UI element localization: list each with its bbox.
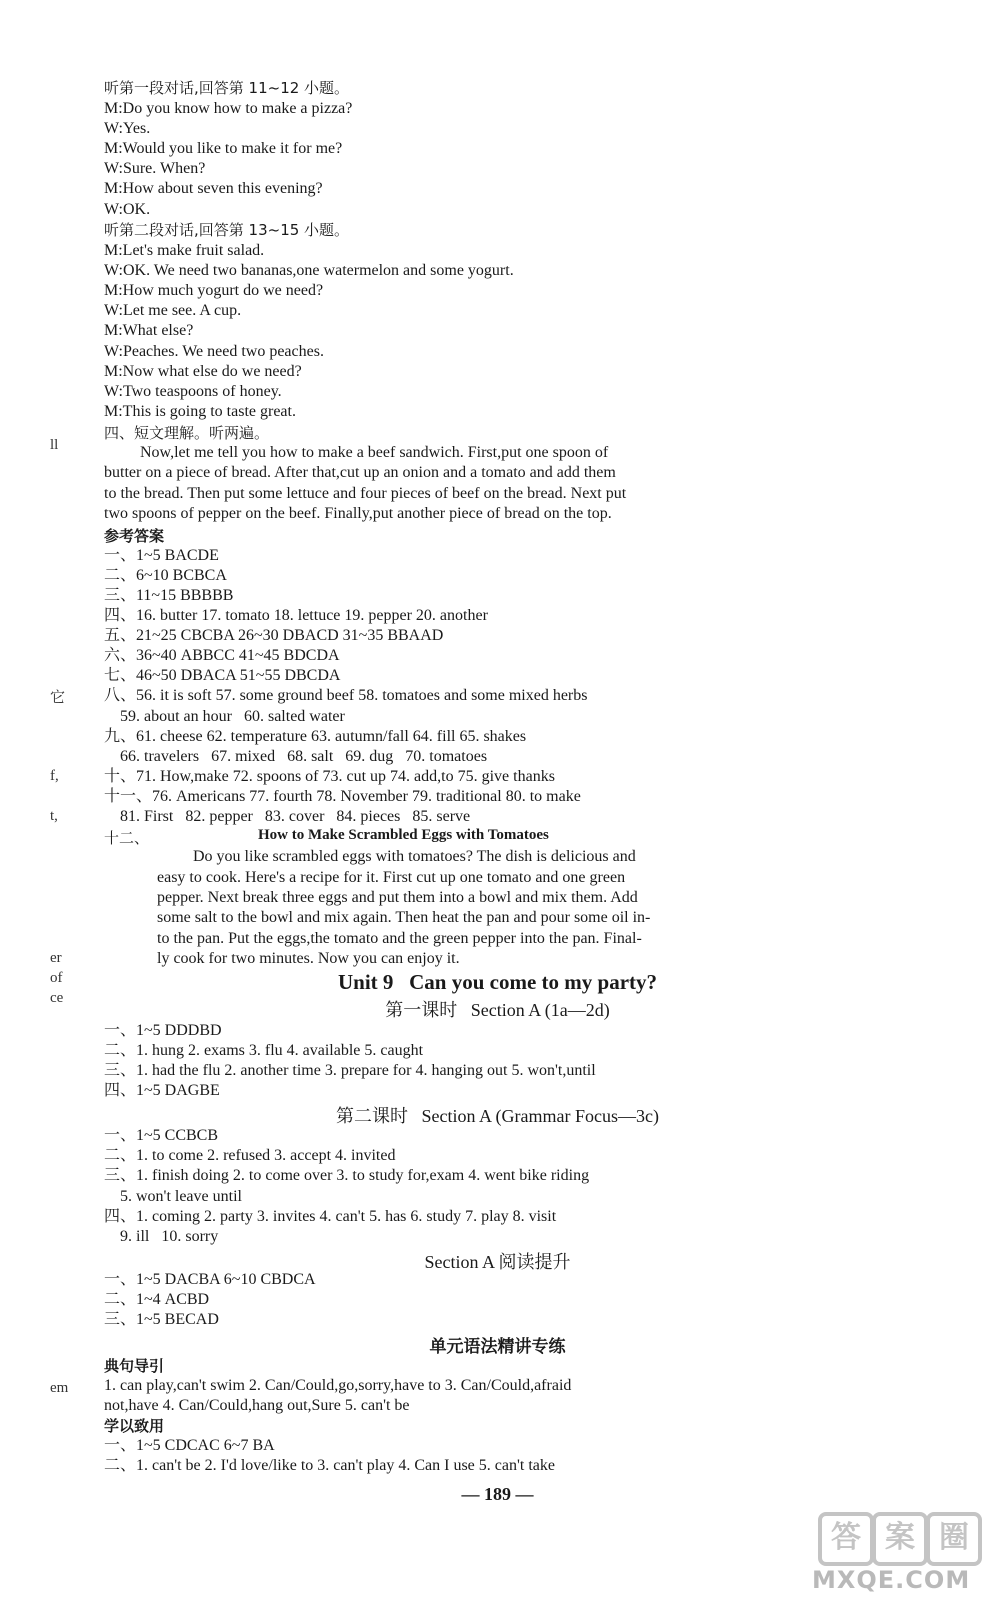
dialog-line: M:How about seven this evening? [104, 180, 323, 197]
answer-line: 八、56. it is soft 57. some ground beef 58. tomatoes and some mixed herbs [104, 687, 588, 704]
answer-line: 81. First 82. pepper 83. cover 84. pieces 85. serve [104, 808, 471, 825]
dialog-line: M:How much yogurt do we need? [104, 282, 324, 299]
answer-line: 一、1~5 CCBCB [104, 1127, 219, 1144]
dialog-line: M:Now what else do we need? [104, 363, 302, 380]
margin-fragment: of [50, 970, 63, 986]
margin-fragment: ll [50, 437, 59, 453]
watermark-char: 案 [872, 1512, 928, 1566]
answer-line: 一、1~5 CDCAC 6~7 BA [104, 1437, 275, 1454]
watermark-url: MXQE.COM [812, 1566, 971, 1594]
passage-line: to the bread. Then put some lettuce and four pieces of beef on the bread. Next put [104, 485, 627, 502]
dialog-line: W:OK. [104, 201, 151, 218]
answer-line: 一、1~5 BACDE [104, 547, 219, 564]
answer-line: 六、36~40 ABBCC 41~45 BDCDA [104, 647, 340, 664]
dialog-line: W:Let me see. A cup. [104, 302, 242, 319]
answer-line: not,have 4. Can/Could,hang out,Sure 5. can't be [104, 1397, 410, 1414]
lesson2-title: 第二课时 Section A (Grammar Focus—3c) [336, 1106, 659, 1126]
dialog-line: W:OK. We need two bananas,one watermelon and some yogurt. [104, 262, 514, 279]
answer-line: 三、1~5 BECAD [104, 1311, 219, 1328]
answer-line: 二、1. hung 2. exams 3. flu 4. available 5. caught [104, 1042, 424, 1059]
answer-line: 9. ill 10. sorry [104, 1228, 219, 1245]
sub1-title: 典句导引 [104, 1357, 165, 1375]
answer-line: 二、6~10 BCBCA [104, 567, 227, 584]
passage-line: two spoons of pepper on the beef. Finally,put another piece of bread on the top. [104, 505, 612, 522]
passage-line: Now,let me tell you how to make a beef sandwich. First,put one spoon of [140, 444, 609, 461]
answers-header: 参考答案 [104, 527, 165, 545]
answer-line: 二、1~4 ACBD [104, 1291, 210, 1308]
essay-line: to the pan. Put the eggs,the tomato and the green pepper into the pan. Final- [157, 930, 642, 947]
essay-label: 十二、 [104, 829, 150, 847]
section4-header: 四、短文理解。听两遍。 [104, 424, 270, 442]
watermark-char: 答 [818, 1512, 874, 1566]
answer-line: 三、1. finish doing 2. to come over 3. to study for,exam 4. went bike riding [104, 1167, 590, 1184]
dialog-line: M:Let's make fruit salad. [104, 242, 265, 259]
answer-line: 五、21~25 CBCBA 26~30 DBACD 31~35 BBAAD [104, 627, 444, 644]
dialog-line: W:Yes. [104, 120, 151, 137]
answer-line: 5. won't leave until [104, 1188, 242, 1205]
answer-line: 四、1~5 DAGBE [104, 1082, 220, 1099]
dialog-line: W:Peaches. We need two peaches. [104, 343, 324, 360]
answer-line: 十、71. How,make 72. spoons of 73. cut up 74. add,to 75. give thanks [104, 768, 555, 785]
dialog1-header: 听第一段对话,回答第 11~12 小题。 [104, 79, 350, 97]
margin-fragment: t, [50, 808, 58, 824]
essay-line: Do you like scrambled eggs with tomatoes? The dish is delicious and [193, 848, 636, 865]
dialog2-header: 听第二段对话,回答第 13~15 小题。 [104, 221, 350, 239]
answer-line: 59. about an hour 60. salted water [104, 708, 345, 725]
grammar-title: 单元语法精讲专练 [429, 1337, 566, 1357]
essay-line: pepper. Next break three eggs and put them into a bowl and mix them. Add [157, 889, 638, 906]
answer-line: 九、61. cheese 62. temperature 63. autumn/fall 64. fill 65. shakes [104, 728, 527, 745]
margin-fragment: 它 [50, 688, 66, 706]
watermark-char: 圈 [926, 1512, 982, 1566]
unit-title: Unit 9 Can you come to my party? [337, 970, 658, 994]
answer-line: 一、1~5 DDDBD [104, 1022, 222, 1039]
essay-line: ly cook for two minutes. Now you can enjoy it. [157, 950, 460, 967]
lesson1-title: 第一课时 Section A (1a—2d) [385, 1000, 610, 1020]
dialog-line: M:Do you know how to make a pizza? [104, 100, 353, 117]
passage-line: butter on a piece of bread. After that,cut up an onion and a tomato and add them [104, 464, 616, 481]
dialog-line: W:Two teaspoons of honey. [104, 383, 282, 400]
margin-fragment: f, [50, 768, 59, 784]
dialog-line: M:Would you like to make it for me? [104, 140, 343, 157]
margin-fragment: er [50, 950, 62, 966]
essay-title: How to Make Scrambled Eggs with Tomatoes [258, 827, 549, 843]
answer-line: 二、1. can't be 2. I'd love/like to 3. can't play 4. Can I use 5. can't take [104, 1457, 555, 1474]
answer-line: 三、1. had the flu 2. another time 3. prepare for 4. hanging out 5. won't,until [104, 1062, 596, 1079]
essay-line: easy to cook. Here's a recipe for it. First cut up one tomato and one green [157, 869, 626, 886]
essay-line: some salt to the bowl and mix again. Then heat the pan and pour some oil in- [157, 909, 651, 926]
dialog-line: M:This is going to taste great. [104, 403, 296, 420]
answer-line: 66. travelers 67. mixed 68. salt 69. dug 70. tomatoes [104, 748, 488, 765]
answer-line: 十一、76. Americans 77. fourth 78. November 79. traditional 80. to make [104, 788, 581, 805]
dialog-line: M:What else? [104, 322, 194, 339]
margin-fragment: ce [50, 990, 64, 1006]
sub2-title: 学以致用 [104, 1417, 165, 1435]
answer-line: 三、11~15 BBBBB [104, 587, 234, 604]
reading-title: Section A 阅读提升 [424, 1252, 571, 1272]
answer-line: 1. can play,can't swim 2. Can/Could,go,sorry,have to 3. Can/Could,afraid [104, 1377, 572, 1394]
page-number: — 189 — [461, 1484, 534, 1504]
answer-line: 四、16. butter 17. tomato 18. lettuce 19. pepper 20. another [104, 607, 488, 624]
answer-line: 二、1. to come 2. refused 3. accept 4. invited [104, 1147, 396, 1164]
answer-line: 七、46~50 DBACA 51~55 DBCDA [104, 667, 341, 684]
margin-fragment: em [50, 1380, 69, 1396]
answer-line: 一、1~5 DACBA 6~10 CBDCA [104, 1271, 316, 1288]
answer-line: 四、1. coming 2. party 3. invites 4. can't 5. has 6. study 7. play 8. visit [104, 1208, 557, 1225]
dialog-line: W:Sure. When? [104, 160, 206, 177]
